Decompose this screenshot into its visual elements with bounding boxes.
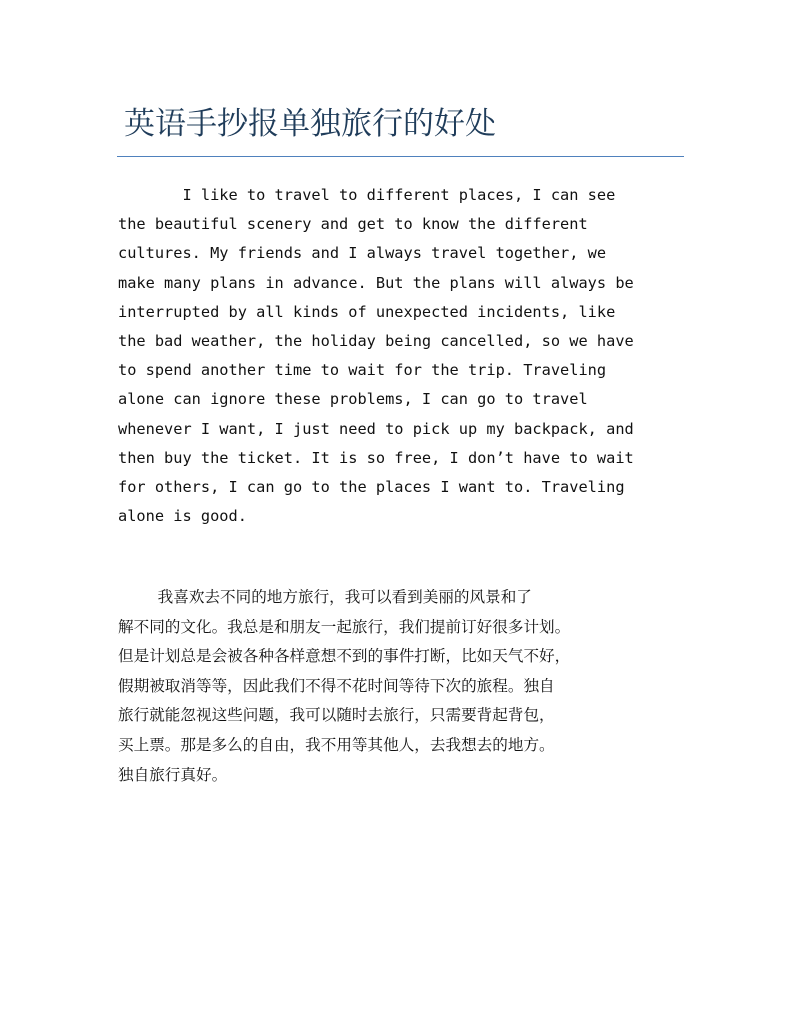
title-underline [117,156,684,157]
chinese-line: 假期被取消等等，因此我们不得不花时间等待下次的旅程。独自 [118,676,555,695]
english-line: for others, I can go to the places I want to. Traveling [118,477,625,496]
chinese-line: 独自旅行真好。 [118,765,228,784]
english-paragraph [118,181,684,531]
english-line: interrupted by all kinds of unexpected incidents, like [118,302,616,321]
english-line: alone can ignore these problems, I can go to travel [118,390,588,409]
chinese-line: 旅行就能忽视这些问题，我可以随时去旅行，只需要背起背包， [118,706,555,725]
chinese-line: 买上票。那是多么的自由，我不用等其他人，去我想去的地方。 [118,735,555,754]
chinese-line: 我喜欢去不同的地方旅行，我可以看到美丽的风景和了 [118,588,532,606]
english-line: to spend another time to wait for the trip. Traveling [118,361,607,380]
english-line: cultures. My friends and I always travel together, we [118,244,607,263]
english-line: I like to travel to different places, I can see [118,186,616,204]
chinese-paragraph [118,583,684,790]
document-title: 英语手抄报单独旅行的好处 [124,106,496,142]
english-line: alone is good. [118,507,247,526]
english-line: then buy the ticket. It is so free, I don’t have to wait [118,448,634,467]
chinese-line: 解不同的文化。我总是和朋友一起旅行，我们提前订好很多计划。 [118,617,571,636]
chinese-line: 但是计划总是会被各种各样意想不到的事件打断，比如天气不好， [118,647,571,666]
english-line: the bad weather, the holiday being cancelled, so we have [118,331,634,350]
english-line: the beautiful scenery and get to know the different [118,215,588,234]
english-line: whenever I want, I just need to pick up my backpack, and [118,419,634,438]
english-line: make many plans in advance. But the plans will always be [118,273,634,292]
